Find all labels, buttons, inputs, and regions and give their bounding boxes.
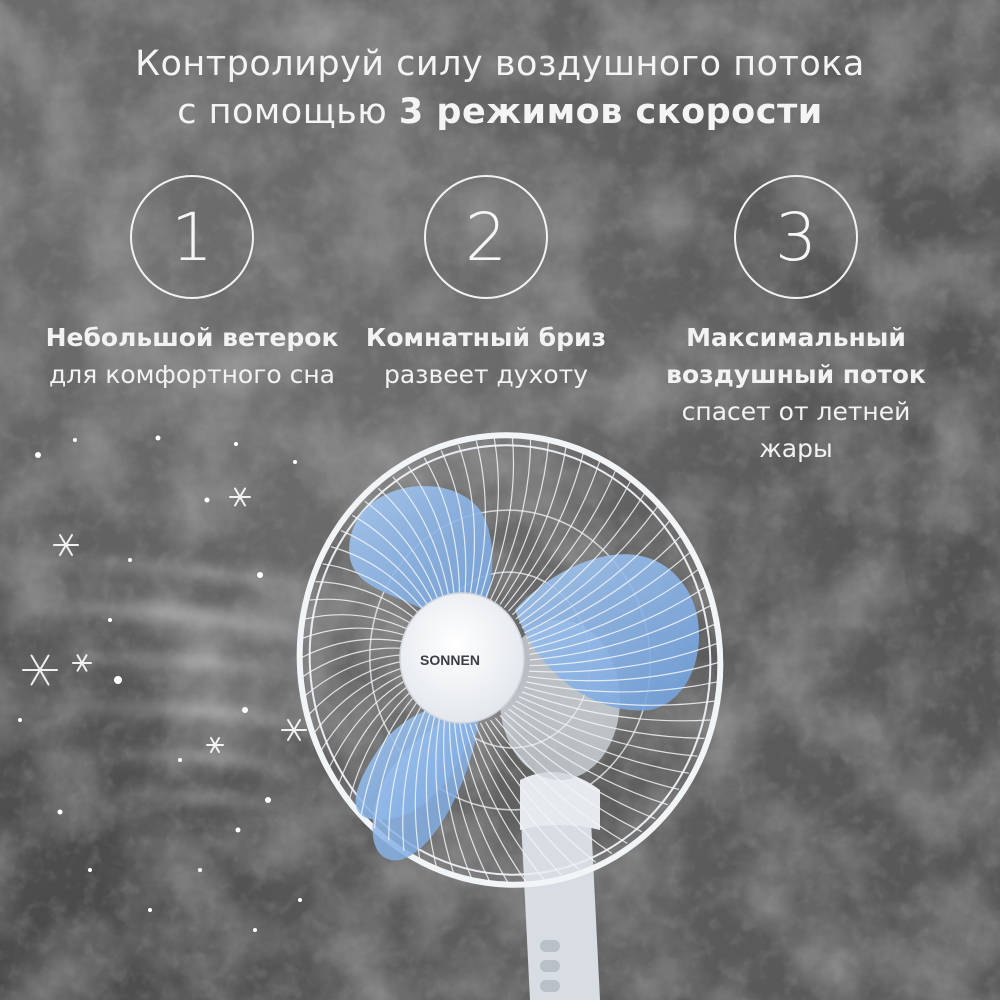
fan-brand-logo: SONNEN xyxy=(420,652,480,668)
mode-text: для комфортного сна xyxy=(48,360,336,389)
speed-mode-3 xyxy=(646,175,946,467)
headline-line1: Контролируй силу воздушного потока xyxy=(135,44,865,84)
headline-line2-bold: 3 режимов скорости xyxy=(398,92,823,132)
mode-text: спасет от летней жары xyxy=(681,397,911,463)
mode-title: Комнатный бриз xyxy=(365,323,607,352)
grille-spoke xyxy=(305,654,410,696)
grille-spoke xyxy=(314,666,411,734)
headline-line2 xyxy=(0,88,1000,136)
mode-description xyxy=(336,319,636,393)
headline xyxy=(0,40,1000,136)
grille-spoke xyxy=(303,648,411,677)
grille-spoke xyxy=(303,628,414,638)
mode-number-circle: 2 xyxy=(424,175,548,299)
mode-text: развеет духоту xyxy=(383,360,589,389)
mode-description xyxy=(42,319,342,393)
grille-spoke xyxy=(310,599,418,628)
mode-description xyxy=(646,319,946,467)
mode-title: Максимальный воздушный поток xyxy=(666,323,926,389)
mode-number-circle: 1 xyxy=(130,175,254,299)
mode-number-circle: 3 xyxy=(734,175,858,299)
headline-line2-prefix: с помощью xyxy=(177,92,399,132)
speed-mode-1 xyxy=(42,175,342,393)
mode-title: Небольшой ветерок xyxy=(45,323,339,352)
speed-mode-2 xyxy=(336,175,636,393)
grille-spoke xyxy=(495,442,548,602)
